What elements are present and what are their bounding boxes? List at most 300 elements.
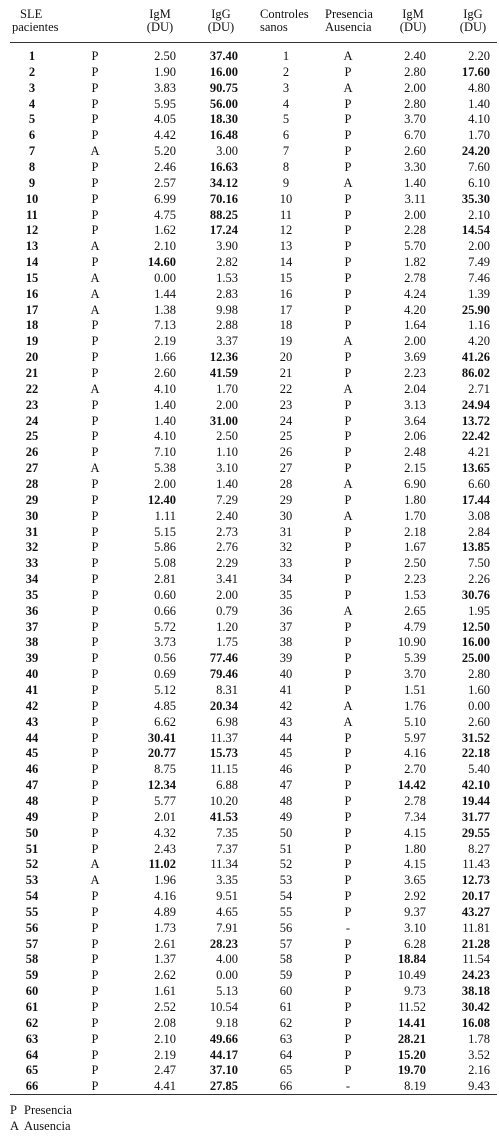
table-row	[0, 1078, 499, 1095]
control-presence: P	[344, 556, 352, 571]
igm-control: 9.37	[404, 904, 426, 919]
igg-control: 24.20	[461, 144, 490, 159]
control-id: 51	[279, 841, 293, 856]
control-presence: P	[344, 984, 352, 999]
igm-control: 2.23	[404, 366, 426, 380]
igg-control: 42.10	[461, 778, 490, 793]
header-presencia-ausencia	[325, 8, 373, 34]
igg-patient: 7.37	[216, 841, 238, 856]
igg-control: 12.50	[461, 619, 490, 634]
igg-control: 7.46	[468, 270, 490, 285]
igg-control: 11.81	[462, 920, 490, 935]
igg-control: 3.52	[468, 1047, 490, 1062]
igm-patient: 11.02	[148, 857, 176, 872]
igm-patient: 4.10	[154, 429, 176, 444]
control-presence: P	[344, 857, 352, 872]
legend-key: A	[10, 1119, 20, 1133]
igg-patient: 2.00	[216, 587, 238, 602]
igg-patient: 2.00	[216, 397, 238, 412]
table-row	[0, 270, 499, 287]
igm-patient: 1.37	[154, 952, 176, 967]
igg-patient: 37.40	[209, 49, 238, 63]
control-id: 3	[282, 80, 290, 95]
control-presence: A	[343, 476, 353, 491]
table-row	[0, 761, 499, 778]
igm-patient: 8.75	[154, 762, 176, 777]
igg-control: 11.54	[462, 952, 490, 967]
igg-patient: 5.13	[216, 984, 238, 999]
igg-patient: 8.31	[216, 683, 238, 697]
igg-control: 19.44	[461, 793, 490, 808]
control-presence: P	[344, 667, 352, 682]
row-id: 55	[25, 904, 39, 919]
sle-presence: A	[90, 144, 100, 159]
igg-control: 13.72	[461, 413, 490, 428]
igg-control: 30.76	[461, 587, 490, 602]
sle-presence: P	[91, 1047, 99, 1062]
table-row	[0, 508, 499, 525]
igg-patient: 41.59	[209, 366, 238, 380]
igm-control: 2.18	[404, 524, 426, 539]
control-id: 5	[282, 112, 290, 127]
table-row	[0, 698, 499, 715]
table-row	[0, 555, 499, 572]
igg-control: 2.26	[468, 572, 490, 587]
row-id: 2	[28, 64, 36, 79]
igm-patient: 20.77	[147, 746, 176, 761]
table-row	[0, 904, 499, 921]
sle-presence: P	[91, 207, 99, 222]
igg-control: 1.95	[468, 603, 490, 618]
igm-patient: 1.61	[154, 984, 176, 999]
sle-presence: A	[90, 381, 100, 396]
control-presence: P	[344, 825, 352, 840]
control-presence: P	[344, 635, 352, 650]
igm-patient: 4.42	[154, 128, 176, 143]
row-id: 54	[25, 889, 39, 904]
control-id: 52	[279, 857, 293, 872]
table-row	[0, 793, 499, 810]
igm-control: 10.49	[397, 968, 426, 983]
row-id: 53	[25, 873, 39, 888]
sle-presence: P	[91, 318, 99, 333]
igg-control: 2.80	[468, 667, 490, 682]
igg-patient: 7.35	[216, 825, 238, 840]
igm-patient: 2.00	[154, 476, 176, 491]
igg-patient: 70.16	[209, 191, 238, 206]
control-presence: P	[344, 1000, 352, 1014]
header-igg-line2: (DU)	[207, 20, 235, 34]
igm-control: 3.70	[404, 667, 426, 682]
igm-control: 14.41	[397, 1015, 426, 1030]
table-row	[0, 1062, 499, 1079]
control-id: 35	[279, 587, 293, 602]
control-id: 14	[279, 255, 293, 270]
igg-patient: 28.23	[209, 936, 238, 951]
sle-presence: P	[91, 572, 99, 587]
igg-control: 1.16	[468, 318, 490, 333]
control-id: 7	[282, 144, 290, 159]
control-presence: P	[344, 413, 352, 428]
igm-patient: 1.73	[154, 920, 176, 935]
row-id: 29	[25, 492, 39, 507]
igm-control: 2.92	[404, 889, 426, 904]
sle-presence: P	[91, 476, 99, 491]
control-presence: P	[344, 397, 352, 412]
control-presence: A	[343, 698, 353, 713]
control-id: 49	[279, 809, 293, 824]
row-id: 48	[25, 793, 39, 808]
control-id: 26	[279, 445, 293, 460]
sle-presence: P	[91, 952, 99, 967]
sle-presence: P	[91, 159, 99, 174]
row-id: 43	[25, 714, 39, 729]
sle-presence: P	[91, 920, 99, 935]
igg-control: 86.02	[461, 366, 490, 380]
igm-control: 3.13	[404, 397, 426, 412]
control-presence: P	[344, 159, 352, 174]
header-igg2-line2: (DU)	[459, 20, 487, 34]
control-presence: P	[344, 651, 352, 666]
sle-presence: A	[90, 302, 100, 317]
igm-control: 2.65	[404, 603, 426, 618]
row-id: 6	[28, 128, 36, 143]
legend-item	[10, 1119, 71, 1134]
igm-control: 10.90	[397, 635, 426, 650]
sle-presence: P	[91, 793, 99, 808]
sle-presence: P	[91, 603, 99, 618]
row-id: 35	[25, 587, 39, 602]
control-id: 59	[279, 968, 293, 983]
igm-patient: 2.19	[154, 334, 176, 349]
control-presence: A	[343, 381, 353, 396]
igm-patient: 3.83	[154, 80, 176, 95]
table-row	[0, 571, 499, 588]
row-id: 18	[25, 318, 39, 333]
table-row	[0, 983, 499, 1000]
table-row	[0, 825, 499, 842]
header-rule	[10, 42, 497, 43]
header-pres-line2: Ausencia	[325, 20, 372, 34]
row-id: 66	[25, 1079, 39, 1094]
sle-presence: P	[91, 635, 99, 650]
row-id: 33	[25, 556, 39, 571]
table-row	[0, 111, 499, 128]
igg-patient: 1.75	[216, 635, 238, 650]
control-presence: P	[344, 492, 352, 507]
igm-control: 3.10	[404, 920, 426, 935]
igg-control: 7.50	[468, 556, 490, 571]
table-row	[0, 730, 499, 747]
igg-patient: 2.40	[216, 508, 238, 523]
igm-patient: 12.34	[147, 778, 176, 793]
igm-patient: 5.77	[154, 793, 176, 808]
sle-presence: P	[91, 1031, 99, 1046]
control-id: 2	[282, 64, 290, 79]
row-id: 10	[25, 191, 39, 206]
row-id: 14	[25, 255, 39, 270]
control-presence: P	[344, 429, 352, 444]
sle-presence: P	[91, 540, 99, 555]
sle-presence: A	[90, 873, 100, 888]
igm-patient: 2.62	[154, 968, 176, 983]
header-igm2-line2: (DU)	[399, 20, 427, 34]
igm-patient: 2.47	[154, 1063, 176, 1078]
igm-patient: 14.60	[147, 255, 176, 270]
table-row	[0, 888, 499, 905]
igm-patient: 30.41	[147, 730, 176, 745]
igg-patient: 2.29	[216, 556, 238, 571]
row-id: 25	[25, 429, 39, 444]
row-id: 46	[25, 762, 39, 777]
sle-presence: P	[91, 366, 99, 380]
igg-control: 35.30	[461, 191, 490, 206]
control-presence: P	[344, 445, 352, 460]
igm-control: 6.28	[404, 936, 426, 951]
table-row	[0, 603, 499, 620]
control-id: 54	[279, 889, 293, 904]
igg-control: 6.10	[468, 175, 490, 190]
table-row	[0, 349, 499, 366]
sle-presence: P	[91, 841, 99, 856]
igm-patient: 2.19	[154, 1047, 176, 1062]
igg-control: 17.44	[461, 492, 490, 507]
row-id: 22	[25, 381, 39, 396]
igm-control: 5.39	[404, 651, 426, 666]
igm-control: 5.70	[404, 239, 426, 254]
igm-patient: 1.62	[154, 223, 176, 238]
igm-patient: 1.40	[154, 397, 176, 412]
control-id: 23	[279, 397, 293, 412]
row-id: 45	[25, 746, 39, 761]
table-row	[0, 745, 499, 762]
igm-patient: 2.50	[154, 49, 176, 63]
igg-patient: 0.00	[216, 968, 238, 983]
igg-control: 25.00	[461, 651, 490, 666]
row-id: 30	[25, 508, 39, 523]
table-row	[0, 333, 499, 350]
control-id: 31	[279, 524, 293, 539]
control-id: 22	[279, 381, 293, 396]
control-id: 41	[279, 683, 293, 697]
igm-patient: 0.66	[154, 603, 176, 618]
igg-patient: 49.66	[209, 1031, 238, 1046]
igg-control: 2.00	[468, 239, 490, 254]
igm-control: 5.97	[404, 730, 426, 745]
igm-control: 28.21	[397, 1031, 426, 1046]
row-id: 21	[25, 366, 39, 380]
igg-patient: 27.85	[209, 1079, 238, 1094]
header-controles-sanos	[260, 8, 309, 34]
igm-patient: 5.72	[154, 619, 176, 634]
table-row	[0, 587, 499, 604]
igm-control: 2.06	[404, 429, 426, 444]
sle-presence: P	[91, 730, 99, 745]
sle-presence: P	[91, 714, 99, 729]
control-id: 37	[279, 619, 293, 634]
igg-patient: 0.79	[216, 603, 238, 618]
sle-presence: P	[91, 809, 99, 824]
row-id: 61	[25, 1000, 39, 1014]
igg-control: 7.49	[468, 255, 490, 270]
sle-presence: P	[91, 936, 99, 951]
control-presence: A	[343, 334, 353, 349]
igg-patient: 2.88	[216, 318, 238, 333]
table-row	[0, 381, 499, 398]
row-id: 39	[25, 651, 39, 666]
table-row	[0, 1015, 499, 1032]
control-id: 9	[282, 175, 290, 190]
table-row	[0, 841, 499, 858]
control-id: 28	[279, 476, 293, 491]
control-presence: P	[344, 619, 352, 634]
row-id: 63	[25, 1031, 39, 1046]
igg-control: 31.52	[461, 730, 490, 745]
row-id: 31	[25, 524, 39, 539]
table-row	[0, 650, 499, 667]
control-id: 64	[279, 1047, 293, 1062]
igm-control: 8.19	[404, 1079, 426, 1094]
igm-control: 2.40	[404, 49, 426, 63]
igm-control: 3.64	[404, 413, 426, 428]
control-presence: P	[344, 255, 352, 270]
table-row	[0, 714, 499, 731]
igm-control: 1.64	[404, 318, 426, 333]
igm-patient: 2.01	[154, 809, 176, 824]
igm-patient: 1.11	[154, 508, 176, 523]
row-id: 42	[25, 698, 39, 713]
table-row	[0, 175, 499, 192]
table-row	[0, 413, 499, 430]
igg-control: 12.73	[461, 873, 490, 888]
igm-control: 1.80	[404, 841, 426, 856]
row-id: 11	[26, 207, 38, 222]
row-id: 26	[25, 445, 39, 460]
control-presence: P	[344, 778, 352, 793]
header-igm-line2: (DU)	[146, 20, 174, 34]
table-row	[0, 777, 499, 794]
igm-patient: 4.89	[154, 904, 176, 919]
control-id: 66	[279, 1079, 293, 1094]
control-presence: P	[344, 968, 352, 983]
control-presence: -	[345, 920, 351, 935]
control-presence: P	[344, 128, 352, 143]
table-row	[0, 397, 499, 414]
control-presence: P	[344, 96, 352, 111]
igg-control: 4.80	[468, 80, 490, 95]
legend-label: Presencia	[24, 1103, 72, 1117]
table-row	[0, 127, 499, 144]
sle-presence: A	[90, 857, 100, 872]
control-presence: P	[344, 366, 352, 380]
sle-presence: P	[91, 223, 99, 238]
row-id: 49	[25, 809, 39, 824]
row-id: 56	[25, 920, 39, 935]
igg-control: 22.42	[461, 429, 490, 444]
igg-control: 14.54	[461, 223, 490, 238]
header-sle-line1: SLE	[20, 7, 43, 21]
igm-control: 2.23	[404, 572, 426, 587]
igg-patient: 18.30	[209, 112, 238, 127]
control-presence: A	[343, 714, 353, 729]
control-id: 6	[282, 128, 290, 143]
control-id: 45	[279, 746, 293, 761]
control-presence: A	[343, 175, 353, 190]
header-pres-line1: Presencia	[325, 7, 373, 21]
control-presence: P	[344, 302, 352, 317]
igm-patient: 2.08	[154, 1015, 176, 1030]
igm-control: 4.24	[404, 286, 426, 301]
igg-patient: 2.82	[216, 255, 238, 270]
igm-control: 18.84	[397, 952, 426, 967]
table-row	[0, 951, 499, 968]
sle-presence: P	[91, 778, 99, 793]
control-id: 21	[279, 366, 293, 380]
row-id: 16	[25, 286, 39, 301]
control-id: 43	[279, 714, 293, 729]
row-id: 50	[25, 825, 39, 840]
igm-patient: 1.38	[154, 302, 176, 317]
igg-control: 0.00	[468, 698, 490, 713]
sle-presence: P	[91, 968, 99, 983]
igg-control: 6.60	[468, 476, 490, 491]
row-id: 27	[25, 461, 39, 476]
igm-patient: 6.99	[154, 191, 176, 206]
row-id: 58	[25, 952, 39, 967]
control-id: 16	[279, 286, 293, 301]
igm-control: 2.15	[404, 461, 426, 476]
sle-presence: P	[91, 350, 99, 365]
table-row	[0, 524, 499, 541]
igm-patient: 4.75	[154, 207, 176, 222]
row-id: 52	[25, 857, 39, 872]
igm-patient: 0.56	[154, 651, 176, 666]
igg-patient: 1.53	[216, 270, 238, 285]
control-id: 25	[279, 429, 293, 444]
igg-control: 1.60	[468, 683, 490, 697]
igg-patient: 15.73	[209, 746, 238, 761]
control-presence: P	[344, 112, 352, 127]
igm-control: 1.70	[404, 508, 426, 523]
igg-control: 1.70	[468, 128, 490, 143]
igg-control: 4.10	[468, 112, 490, 127]
igg-patient: 3.35	[216, 873, 238, 888]
row-id: 24	[25, 413, 39, 428]
row-id: 3	[28, 80, 36, 95]
igg-patient: 3.00	[216, 144, 238, 159]
control-id: 19	[279, 334, 293, 349]
control-presence: P	[344, 730, 352, 745]
igg-patient: 1.70	[216, 381, 238, 396]
table-row	[0, 936, 499, 953]
igg-patient: 90.75	[209, 80, 238, 95]
sle-presence: P	[91, 889, 99, 904]
sle-presence: P	[91, 429, 99, 444]
igg-patient: 1.20	[216, 619, 238, 634]
igm-patient: 5.08	[154, 556, 176, 571]
control-presence: A	[343, 603, 353, 618]
row-id: 59	[25, 968, 39, 983]
igg-control: 7.60	[468, 159, 490, 174]
igg-patient: 20.34	[209, 698, 238, 713]
igg-control: 13.65	[461, 461, 490, 476]
control-presence: P	[344, 350, 352, 365]
control-presence: P	[344, 746, 352, 761]
igm-patient: 2.10	[154, 239, 176, 254]
igg-control: 29.55	[461, 825, 490, 840]
control-id: 50	[279, 825, 293, 840]
table-row	[0, 967, 499, 984]
